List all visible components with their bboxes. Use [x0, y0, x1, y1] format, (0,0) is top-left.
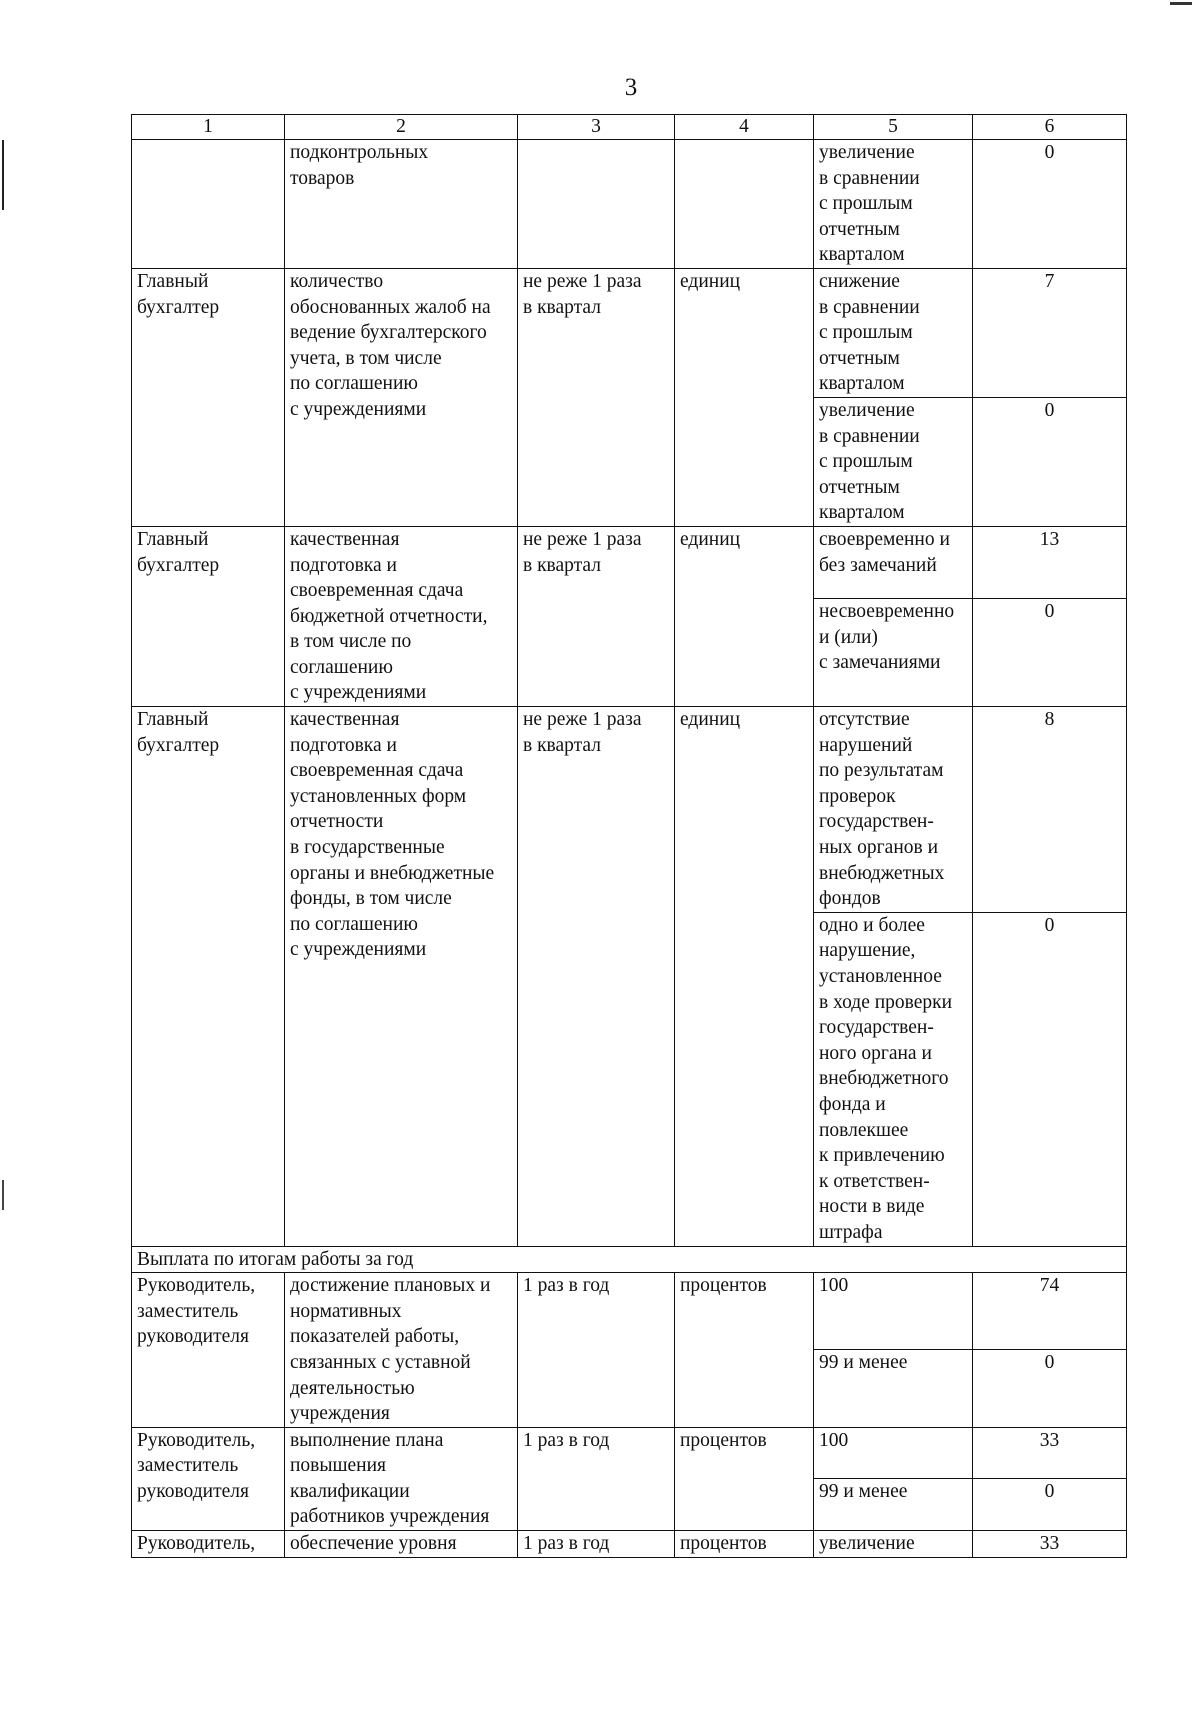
- score-cell: 0: [973, 1350, 1127, 1427]
- criterion-cell: снижение в сравнении с прошлым отчетным кварталом: [814, 268, 973, 397]
- column-header: 4: [675, 115, 814, 140]
- score-cell: 7: [973, 268, 1127, 397]
- score-cell: 0: [973, 912, 1127, 1246]
- indicator-cell: качественная подготовка и своевременная сдача установленных форм отчетности в государственные органы и внебюджетные фонды, в том числе по соглашению с учреждениями: [285, 707, 518, 1246]
- frequency-cell: не реже 1 раза в квартал: [518, 707, 675, 1246]
- unit-cell: процентов: [675, 1273, 814, 1428]
- position-cell: Главный бухгалтер: [132, 707, 285, 1246]
- scan-edge-mark: [2, 1180, 4, 1210]
- unit-cell: единиц: [675, 268, 814, 526]
- position-cell: Главный бухгалтер: [132, 268, 285, 526]
- criterion-cell: своевременно и без замечаний: [814, 526, 973, 598]
- score-cell: 0: [973, 1479, 1127, 1531]
- indicator-cell: качественная подготовка и своевременная сдача бюджетной отчетности, в том числе по соглашению с учреждениями: [285, 526, 518, 706]
- criterion-cell: одно и более нарушение, установленное в ходе проверки государствен- ного органа и внебюджетного фонда и повлекшее к привлечению к ответствен- ности в виде штрафа: [814, 912, 973, 1246]
- table-row: [132, 1427, 1127, 1479]
- table-row: [132, 140, 1127, 269]
- score-cell: 0: [973, 599, 1127, 707]
- unit-cell: единиц: [675, 707, 814, 1246]
- indicator-cell: количество обоснованных жалоб на ведение бухгалтерского учета, в том числе по соглашению с учреждениями: [285, 268, 518, 526]
- position-cell: Главный бухгалтер: [132, 526, 285, 706]
- table-row: [132, 526, 1127, 598]
- column-header: 2: [285, 115, 518, 140]
- frequency-cell: 1 раз в год: [518, 1531, 675, 1558]
- score-cell: 33: [973, 1427, 1127, 1479]
- frequency-cell: [518, 140, 675, 269]
- score-cell: 0: [973, 397, 1127, 526]
- criteria-table: [131, 114, 1127, 1558]
- table-row: [132, 707, 1127, 913]
- criterion-cell: 100: [814, 1273, 973, 1350]
- page-number: 3: [624, 74, 638, 101]
- frequency-cell: не реже 1 раза в квартал: [518, 268, 675, 526]
- indicator-cell: достижение плановых и нормативных показателей работы, связанных с уставной деятельностью учреждения: [285, 1273, 518, 1428]
- column-header: 3: [518, 115, 675, 140]
- criterion-cell: увеличение: [814, 1531, 973, 1558]
- position-cell: Руководитель,: [132, 1531, 285, 1558]
- position-cell: Руководитель, заместитель руководителя: [132, 1427, 285, 1530]
- criterion-cell: 99 и менее: [814, 1479, 973, 1531]
- unit-cell: процентов: [675, 1427, 814, 1530]
- unit-cell: процентов: [675, 1531, 814, 1558]
- position-cell: [132, 140, 285, 269]
- scan-corner-mark: [1170, 2, 1192, 5]
- table-row: [132, 1531, 1127, 1558]
- criterion-cell: увеличение в сравнении с прошлым отчетным кварталом: [814, 140, 973, 269]
- frequency-cell: 1 раз в год: [518, 1427, 675, 1530]
- unit-cell: [675, 140, 814, 269]
- indicator-cell: выполнение плана повышения квалификации работников учреждения: [285, 1427, 518, 1530]
- column-header: 5: [814, 115, 973, 140]
- frequency-cell: не реже 1 раза в квартал: [518, 526, 675, 706]
- section-row: [132, 1246, 1127, 1273]
- column-header: 1: [132, 115, 285, 140]
- table-row: [132, 1273, 1127, 1350]
- score-cell: 0: [973, 140, 1127, 269]
- position-cell: Руководитель, заместитель руководителя: [132, 1273, 285, 1428]
- indicator-cell: подконтрольных товаров: [285, 140, 518, 269]
- score-cell: 74: [973, 1273, 1127, 1350]
- score-cell: 13: [973, 526, 1127, 598]
- criterion-cell: несвоевременно и (или) с замечаниями: [814, 599, 973, 707]
- column-header: 6: [973, 115, 1127, 140]
- indicator-cell: обеспечение уровня: [285, 1531, 518, 1558]
- table-header-row: [132, 115, 1127, 140]
- frequency-cell: 1 раз в год: [518, 1273, 675, 1428]
- unit-cell: единиц: [675, 526, 814, 706]
- criterion-cell: 99 и менее: [814, 1350, 973, 1427]
- criterion-cell: 100: [814, 1427, 973, 1479]
- criterion-cell: отсутствие нарушений по результатам проверок государствен- ных органов и внебюджетных фондов: [814, 707, 973, 913]
- criterion-cell: увеличение в сравнении с прошлым отчетным кварталом: [814, 397, 973, 526]
- section-title: Выплата по итогам работы за год: [132, 1246, 1127, 1273]
- score-cell: 8: [973, 707, 1127, 913]
- scan-edge-mark: [2, 140, 4, 210]
- score-cell: 33: [973, 1531, 1127, 1558]
- table-row: [132, 268, 1127, 397]
